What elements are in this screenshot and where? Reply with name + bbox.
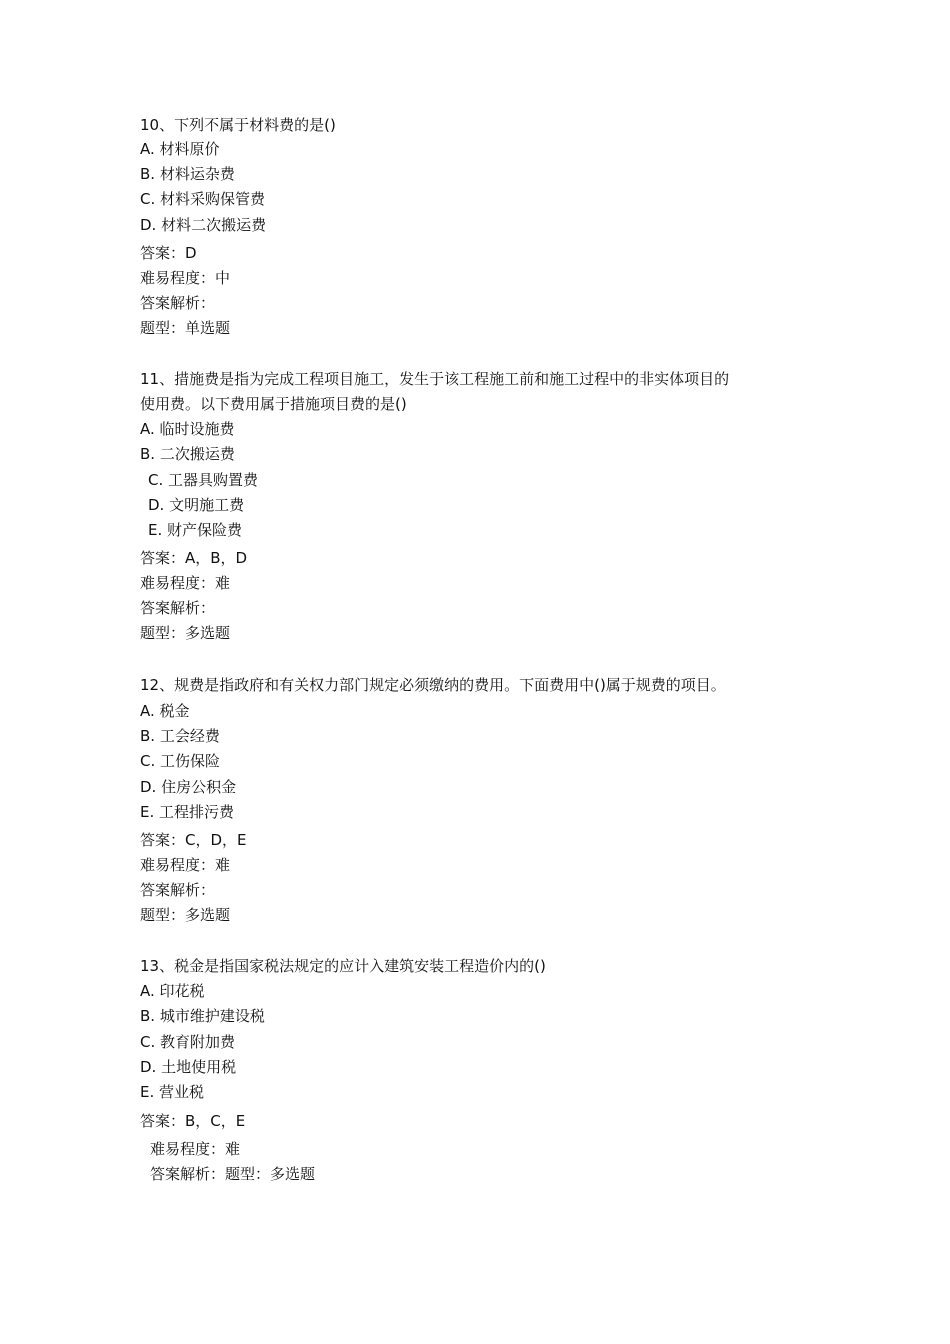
question-13-difficulty: 难易程度：难: [150, 1140, 241, 1158]
question-12-answer: 答案：C，D，E: [140, 831, 247, 849]
question-10-type: 题型：单选题: [140, 319, 231, 337]
question-12-option-c: C. 工伤保险: [140, 752, 221, 770]
question-11-answer: 答案：A，B，D: [140, 549, 248, 567]
question-12-option-e: E. 工程排污费: [140, 803, 235, 821]
question-10-answer: 答案：D: [140, 244, 197, 262]
question-12-analysis: 答案解析：: [140, 881, 216, 899]
question-10-option-a: A. 材料原价: [140, 140, 220, 158]
question-12-option-b: B. 工会经费: [140, 727, 220, 745]
question-13-option-e: E. 营业税: [140, 1083, 205, 1101]
question-12-type: 题型：多选题: [140, 906, 231, 924]
question-12-stem: 12、规费是指政府和有关权力部门规定必须缴纳的费用。下面费用中()属于规费的项目。: [140, 676, 726, 694]
question-11-option-c: C. 工器具购置费: [148, 471, 259, 489]
question-10-option-c: C. 材料采购保管费: [140, 190, 266, 208]
question-11-option-e: E. 财产保险费: [148, 521, 243, 539]
question-13-option-d: D. 土地使用税: [140, 1058, 237, 1076]
question-11-stem-line1: 11、措施费是指为完成工程项目施工，发生于该工程施工前和施工过程中的非实体项目的: [140, 370, 730, 388]
question-11-option-a: A. 临时设施费: [140, 420, 235, 438]
question-10-analysis: 答案解析：: [140, 294, 216, 312]
question-11-option-d: D. 文明施工费: [148, 496, 245, 514]
question-11-type: 题型：多选题: [140, 624, 231, 642]
question-10-difficulty: 难易程度：中: [140, 269, 231, 287]
question-11-difficulty: 难易程度：难: [140, 574, 231, 592]
question-12-option-d: D. 住房公积金: [140, 778, 237, 796]
question-13-option-b: B. 城市维护建设税: [140, 1007, 265, 1025]
question-10-option-b: B. 材料运杂费: [140, 165, 235, 183]
question-13-option-a: A. 印花税: [140, 982, 205, 1000]
question-13-answer: 答案：B，C，E: [140, 1112, 246, 1130]
question-10-stem: 10、下列不属于材料费的是(): [140, 116, 336, 134]
question-10-option-d: D. 材料二次搬运费: [140, 216, 267, 234]
question-13-option-c: C. 教育附加费: [140, 1033, 236, 1051]
question-12-difficulty: 难易程度：难: [140, 856, 231, 874]
question-11-analysis: 答案解析：: [140, 599, 216, 617]
question-11-stem-line2: 使用费。以下费用属于措施项目费的是(): [140, 395, 407, 413]
question-13-analysis-type: 答案解析：题型：多选题: [150, 1165, 316, 1183]
question-13-stem: 13、税金是指国家税法规定的应计入建筑安装工程造价内的(): [140, 957, 546, 975]
question-12-option-a: A. 税金: [140, 702, 190, 720]
question-11-option-b: B. 二次搬运费: [140, 445, 235, 463]
